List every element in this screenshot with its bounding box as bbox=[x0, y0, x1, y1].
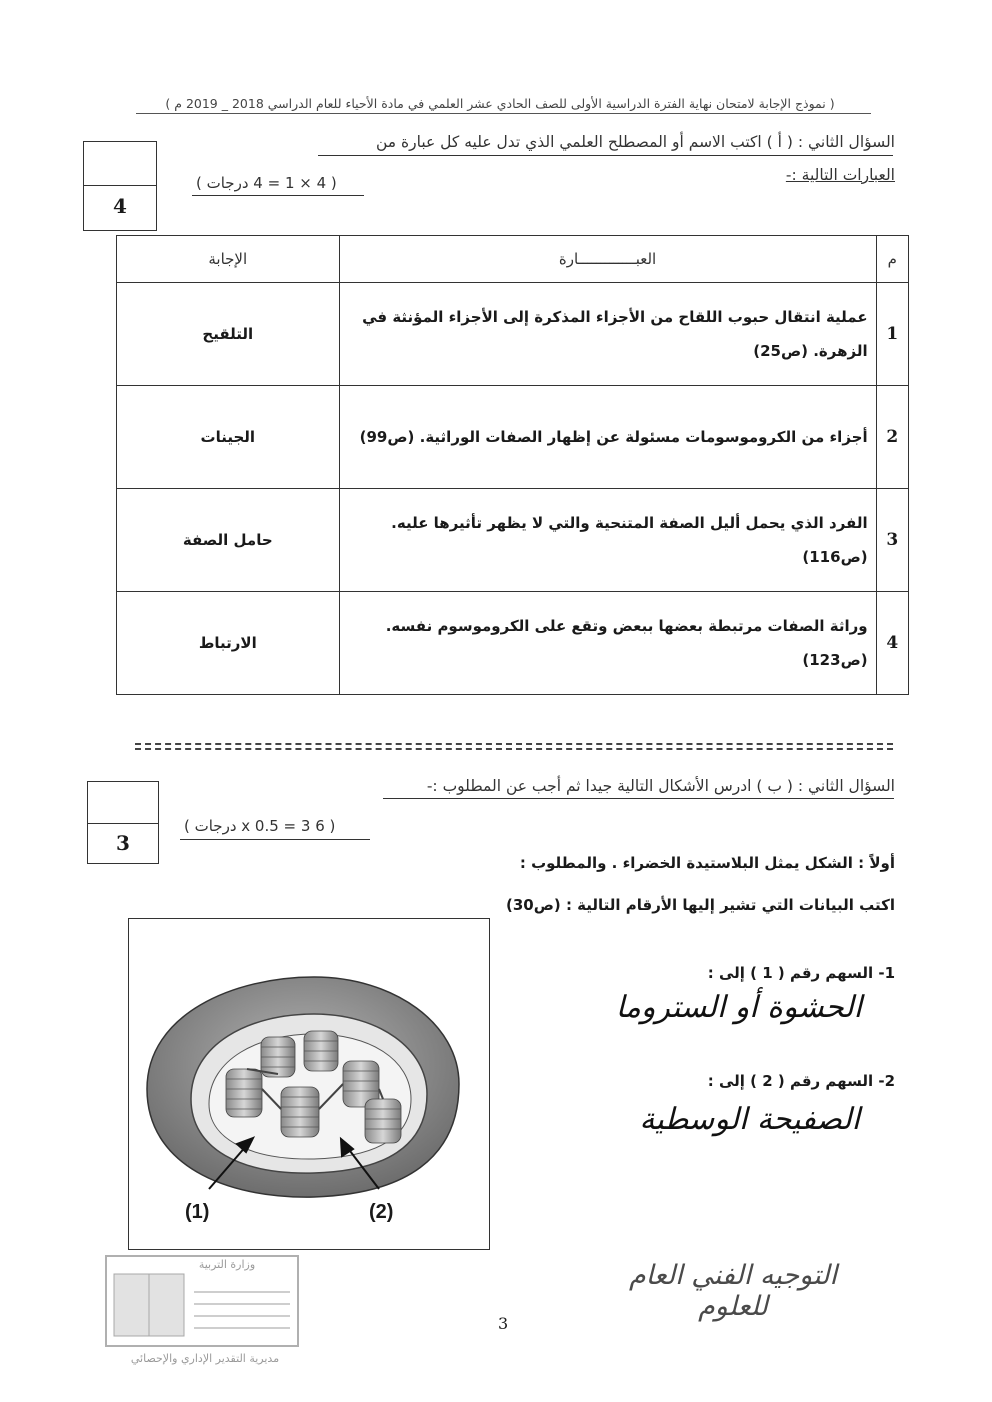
question-a-line1: السؤال الثاني : ( أ ) اكتب الاسم أو المصطلح العلمي الذي تدل عليه كل عبارة من bbox=[375, 133, 895, 151]
row-num: 3 bbox=[876, 489, 908, 592]
table-row bbox=[117, 283, 909, 386]
row-statement: وراثة الصفات مرتبطة بعضها ببعض وتقع على الكروموسوم نفسه. (ص123) bbox=[339, 592, 876, 695]
header-statement: العبـــــــــــــارة bbox=[339, 236, 876, 283]
row-statement: عملية انتقال حبوب اللقاح من الأجزاء المذكرة إلى الأجزاء المؤنثة في الزهرة. (ص25) bbox=[339, 283, 876, 386]
supervisor-signature: التوجيه الفني العام للعلوم bbox=[628, 1260, 838, 1322]
chloroplast-illustration bbox=[129, 919, 489, 1249]
chloroplast-figure bbox=[128, 918, 490, 1250]
table-row bbox=[117, 592, 909, 695]
points-b: ( 6 x 0.5 = 3 درجات ) bbox=[184, 817, 336, 835]
row-num: 1 bbox=[876, 283, 908, 386]
arrow2-label: 2- السهم رقم ( 2 ) إلى : bbox=[707, 1072, 895, 1090]
header-num: م bbox=[876, 236, 908, 283]
header-underline bbox=[136, 113, 871, 114]
exam-header: ( نموذج الإجابة لامتحان نهاية الفترة الدراسية الأولى للصف الحادي عشر العلمي في مادة الأحياء للعام الدراسي 2018 _ 2019 م ) bbox=[165, 96, 835, 111]
seal-top-text: وزارة التربية bbox=[198, 1258, 256, 1271]
question-a-line2: العبارات التالية :- bbox=[785, 166, 895, 184]
figure-intro: أولاً : الشكل يمثل البلاستيدة الخضراء . والمطلوب : bbox=[519, 854, 895, 872]
row-answer: الارتباط bbox=[117, 592, 340, 695]
page-number: 3 bbox=[498, 1314, 509, 1333]
row-num: 4 bbox=[876, 592, 908, 695]
ministry-seal bbox=[102, 1252, 302, 1350]
score-box-divider bbox=[88, 823, 158, 824]
section-separator bbox=[135, 743, 893, 745]
header-answer: الإجابة bbox=[117, 236, 340, 283]
question-b: السؤال الثاني : ( ب ) ادرس الأشكال التالية جيدا ثم أجب عن المطلوب :- bbox=[426, 777, 895, 795]
score-b-value: 3 bbox=[116, 831, 130, 855]
section-separator-2 bbox=[135, 748, 893, 750]
terms-table bbox=[116, 235, 909, 695]
row-num: 2 bbox=[876, 386, 908, 489]
table-row bbox=[117, 386, 909, 489]
row-statement: أجزاء من الكروموسومات مسئولة عن إظهار الصفات الوراثية. (ص99) bbox=[339, 386, 876, 489]
points-b-underline bbox=[180, 839, 370, 840]
score-box-b bbox=[87, 781, 159, 864]
question-b-underline bbox=[383, 798, 894, 799]
figure-callout-2: (2) bbox=[369, 1201, 394, 1223]
score-a-value: 4 bbox=[113, 194, 127, 218]
arrow2-handwritten-answer: الصفيحة الوسطية bbox=[639, 1102, 860, 1137]
points-a: ( 4 × 1 = 4 درجات ) bbox=[196, 174, 337, 192]
score-box-a bbox=[83, 141, 157, 231]
table-header-row bbox=[117, 236, 909, 283]
row-answer: حامل الصفة bbox=[117, 489, 340, 592]
arrow1-label: 1- السهم رقم ( 1 ) إلى : bbox=[707, 964, 895, 982]
arrow1-handwritten-answer: الحشوة أو الستروما bbox=[615, 990, 862, 1025]
row-statement: الفرد الذي يحمل أليل الصفة المتنحية والتي لا يظهر تأثيرها عليه. (ص116) bbox=[339, 489, 876, 592]
table-row bbox=[117, 489, 909, 592]
figure-callout-1: (1) bbox=[185, 1201, 210, 1223]
row-answer: التلقيح bbox=[117, 283, 340, 386]
figure-instruction: اكتب البيانات التي تشير إليها الأرقام التالية : (ص30) bbox=[505, 896, 895, 914]
question-a-underline bbox=[318, 155, 893, 156]
score-box-divider bbox=[84, 185, 156, 186]
row-answer: الجينات bbox=[117, 386, 340, 489]
question-a bbox=[315, 131, 895, 187]
points-a-underline bbox=[192, 195, 364, 196]
seal-caption: مديرية التقدير الإداري والإحصائي bbox=[130, 1352, 280, 1365]
